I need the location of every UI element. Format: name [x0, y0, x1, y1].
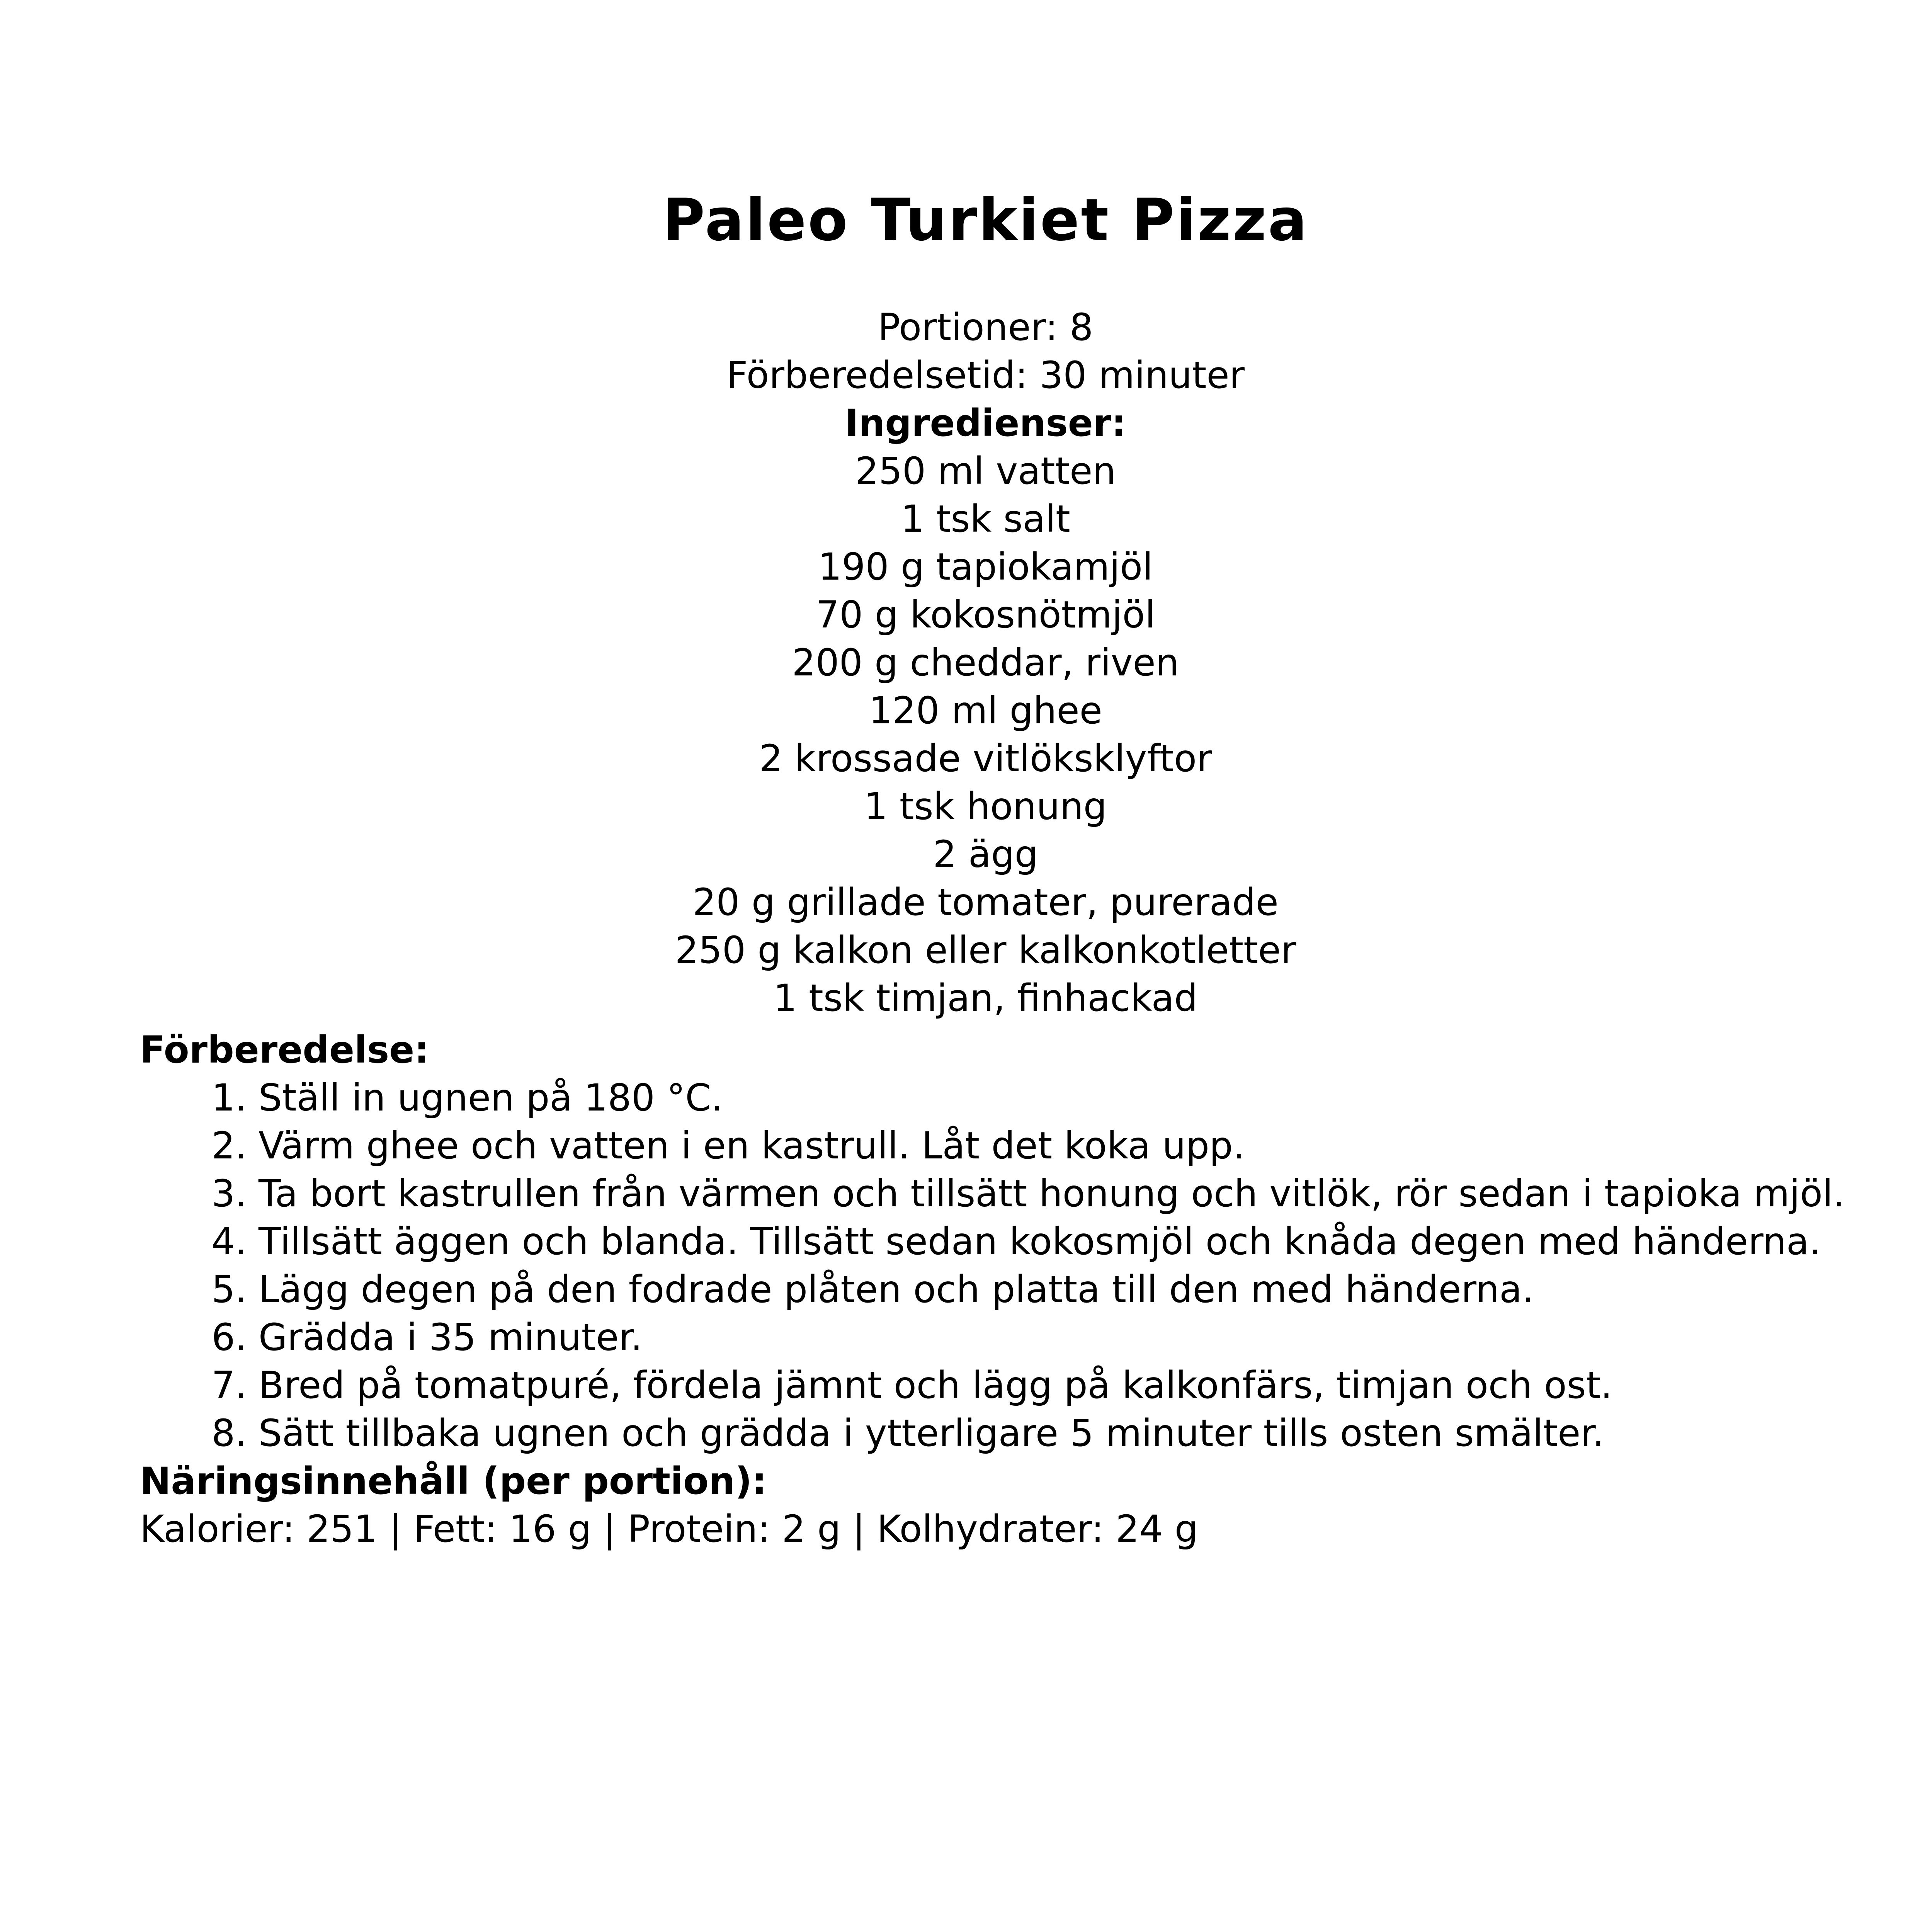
- preparation-section: [140, 1026, 1848, 1553]
- prep-time-text: Förberedelsetid: 30 minuter: [726, 354, 1245, 397]
- ingredient-item: 250 g kalkon eller kalkonkotletter: [675, 929, 1296, 972]
- step-item: [140, 1122, 1848, 1170]
- servings-text: Portioner: 8: [878, 306, 1094, 349]
- step-text: Sätt tillbaka ugnen och grädda i ytterligare 5 minuter tills osten smälter.: [259, 1412, 1604, 1455]
- step-item: [140, 1409, 1848, 1457]
- step-item: [140, 1074, 1848, 1122]
- step-number: 2.: [211, 1124, 247, 1167]
- nutrition-heading: Näringsinnehåll (per portion):: [140, 1459, 767, 1503]
- step-item: [140, 1361, 1848, 1409]
- step-text: Ta bort kastrullen från värmen och tillsätt honung och vitlök, rör sedan i tapioka mjöl.: [259, 1172, 1845, 1215]
- steps-list: [140, 1074, 1848, 1457]
- step-text: Tillsätt äggen och blanda. Tillsätt sedan kokosmjöl och knåda degen med händerna.: [259, 1220, 1821, 1263]
- ingredient-item: 20 g grillade tomater, purerade: [692, 881, 1279, 924]
- step-item: [140, 1170, 1848, 1218]
- ingredient-item: 2 ägg: [933, 833, 1038, 876]
- step-text: Ställ in ugnen på 180 °C.: [259, 1076, 723, 1119]
- ingredient-item: 250 ml vatten: [855, 449, 1116, 493]
- step-number: 3.: [211, 1172, 247, 1215]
- step-number: 8.: [211, 1412, 247, 1455]
- ingredient-item: 70 g kokosnötmjöl: [816, 593, 1155, 636]
- ingredients-heading: Ingredienser:: [845, 401, 1126, 445]
- ingredient-item: 1 tsk salt: [901, 497, 1070, 541]
- step-text: Lägg degen på den fodrade plåten och platta till den med händerna.: [259, 1268, 1534, 1311]
- step-number: 1.: [211, 1076, 247, 1119]
- ingredients-list: [0, 447, 1932, 1022]
- step-text: Bred på tomatpuré, fördela jämnt och lägg på kalkonfärs, timjan och ost.: [259, 1364, 1612, 1407]
- ingredient-item: 190 g tapiokamjöl: [818, 545, 1153, 588]
- step-text: Värm ghee och vatten i en kastrull. Låt det koka upp.: [259, 1124, 1245, 1167]
- ingredient-item: 200 g cheddar, riven: [792, 641, 1179, 684]
- nutrition-values: Kalorier: 251 | Fett: 16 g | Protein: 2 g | Kolhydrater: 24 g: [140, 1507, 1198, 1551]
- step-number: 6.: [211, 1316, 247, 1359]
- step-item: [140, 1265, 1848, 1313]
- page-title: Paleo Turkiet Pizza: [662, 187, 1309, 254]
- step-item: [140, 1218, 1848, 1265]
- recipe-summary: [0, 303, 1932, 1022]
- ingredient-item: 2 krossade vitlöksklyftor: [759, 737, 1212, 780]
- step-number: 4.: [211, 1220, 247, 1263]
- ingredient-item: 1 tsk honung: [864, 785, 1107, 828]
- ingredient-item: 120 ml ghee: [869, 689, 1102, 732]
- step-number: 7.: [211, 1364, 247, 1407]
- step-item: [140, 1313, 1848, 1361]
- preparation-heading: Förberedelse:: [140, 1028, 429, 1071]
- ingredient-item: 1 tsk timjan, finhackad: [773, 976, 1198, 1020]
- step-text: Grädda i 35 minuter.: [259, 1316, 643, 1359]
- step-number: 5.: [211, 1268, 247, 1311]
